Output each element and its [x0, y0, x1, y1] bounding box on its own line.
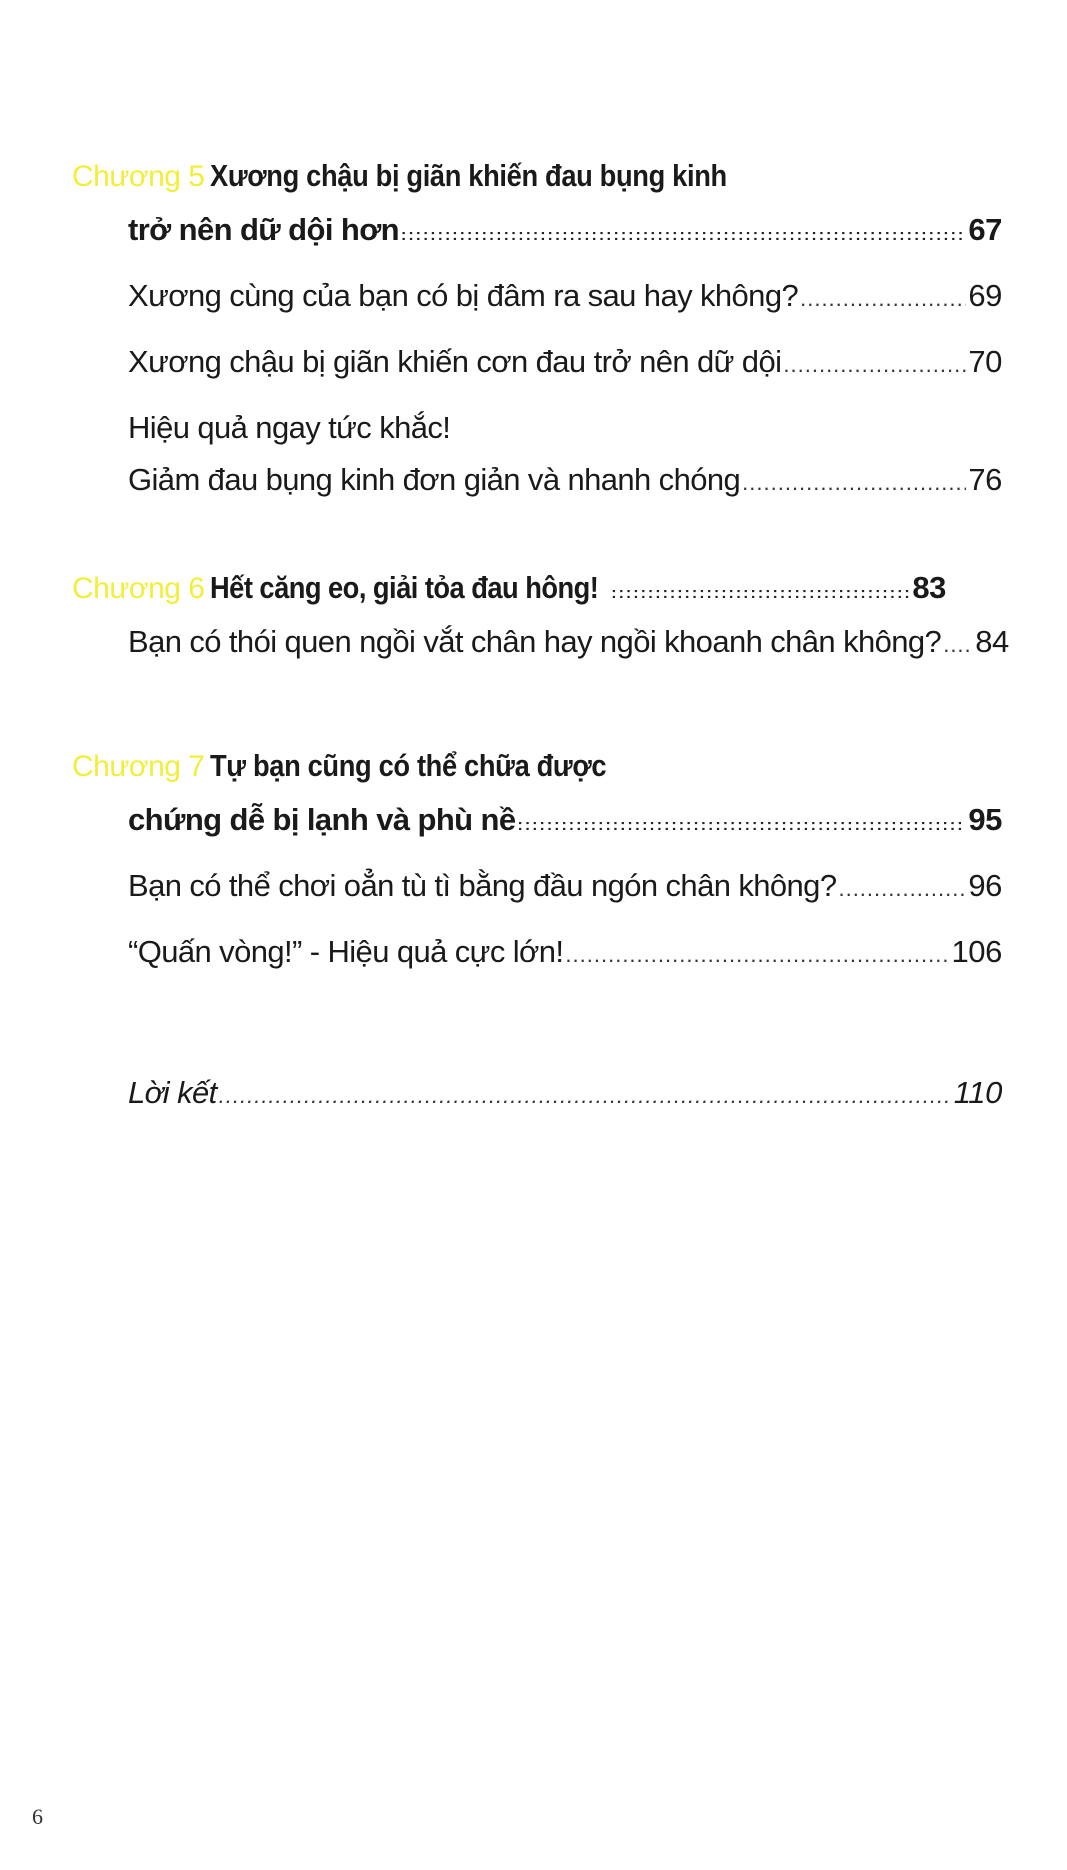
leader-dots: [565, 942, 949, 968]
entry-page: 83: [912, 570, 946, 605]
entry-page: 67: [968, 212, 1002, 247]
toc-entry[interactable]: [128, 462, 1002, 514]
entry-title: chứng dễ bị lạnh và phù nề: [128, 802, 516, 837]
toc-entry-chapter-title[interactable]: [128, 212, 1002, 278]
toc-entry[interactable]: [128, 934, 1002, 1000]
leader-dots: [742, 470, 966, 496]
entry-page: 84: [975, 624, 1009, 659]
chapter-7: [72, 748, 1002, 1000]
page-number: 6: [32, 1804, 43, 1829]
toc-entry-chapter-title: [210, 570, 946, 624]
toc-entry-chapter-title[interactable]: [128, 802, 1002, 868]
toc-entry[interactable]: [128, 624, 1009, 690]
leader-dots: [943, 632, 973, 658]
chapter-title: Xương chậu bị giãn khiến đau bụng kinh: [210, 158, 727, 193]
entry-title: Lời kết: [128, 1075, 217, 1110]
entry-page: 110: [953, 1075, 1002, 1110]
entry-page: 70: [968, 344, 1002, 379]
chapter-title: Tự bạn cũng có thể chữa được: [210, 748, 607, 783]
entry-title: Xương chậu bị giãn khiến cơn đau trở nên dữ dội: [128, 344, 782, 379]
toc-entry[interactable]: [128, 278, 1002, 344]
entry-title: Bạn có thể chơi oẳn tù tì bằng đầu ngón chân không?: [128, 868, 837, 903]
toc-entry[interactable]: [128, 868, 1002, 934]
chapter-tag: Chương 7: [72, 750, 205, 783]
leader-dots: [783, 352, 966, 378]
chapter-tag: Chương 5: [72, 160, 205, 193]
entry-title: “Quấn vòng!” - Hiệu quả cực lớn!: [128, 934, 564, 969]
entry-title: trở nên dữ dội hơn: [128, 212, 399, 247]
entry-title-line: Hiệu quả ngay tức khắc!: [128, 410, 451, 445]
leader-dots: [800, 286, 966, 312]
leader-dots: [518, 817, 967, 835]
toc-entry[interactable]: [128, 344, 1002, 410]
entry-title: Bạn có thói quen ngồi vắt chân hay ngồi khoanh chân không?: [128, 624, 942, 659]
entry-title: Giảm đau bụng kinh đơn giản và nhanh chóng: [128, 462, 741, 497]
chapter-heading: [72, 158, 1002, 212]
entry-page: 76: [968, 462, 1002, 497]
chapter-6: [72, 570, 1009, 690]
chapter-tag: Chương 6: [72, 572, 205, 605]
chapter-heading[interactable]: [72, 570, 1002, 624]
chapter-heading: [72, 748, 1002, 802]
chapter-5: [72, 158, 1002, 514]
entry-page: 95: [968, 802, 1002, 837]
entry-title: Hết căng eo, giải tỏa đau hông!: [210, 570, 599, 605]
entry-page: 106: [951, 934, 1002, 969]
entry-page: 96: [968, 868, 1002, 903]
leader-dots: [219, 1083, 952, 1109]
entry-title: Xương cùng của bạn có bị đâm ra sau hay không?: [128, 278, 799, 313]
epilogue: [72, 1075, 1002, 1141]
entry-page: 69: [968, 278, 1002, 313]
leader-dots: [838, 876, 966, 902]
leader-dots: [611, 585, 910, 603]
toc-entry-epilogue[interactable]: [128, 1075, 1002, 1141]
leader-dots: [401, 227, 966, 245]
